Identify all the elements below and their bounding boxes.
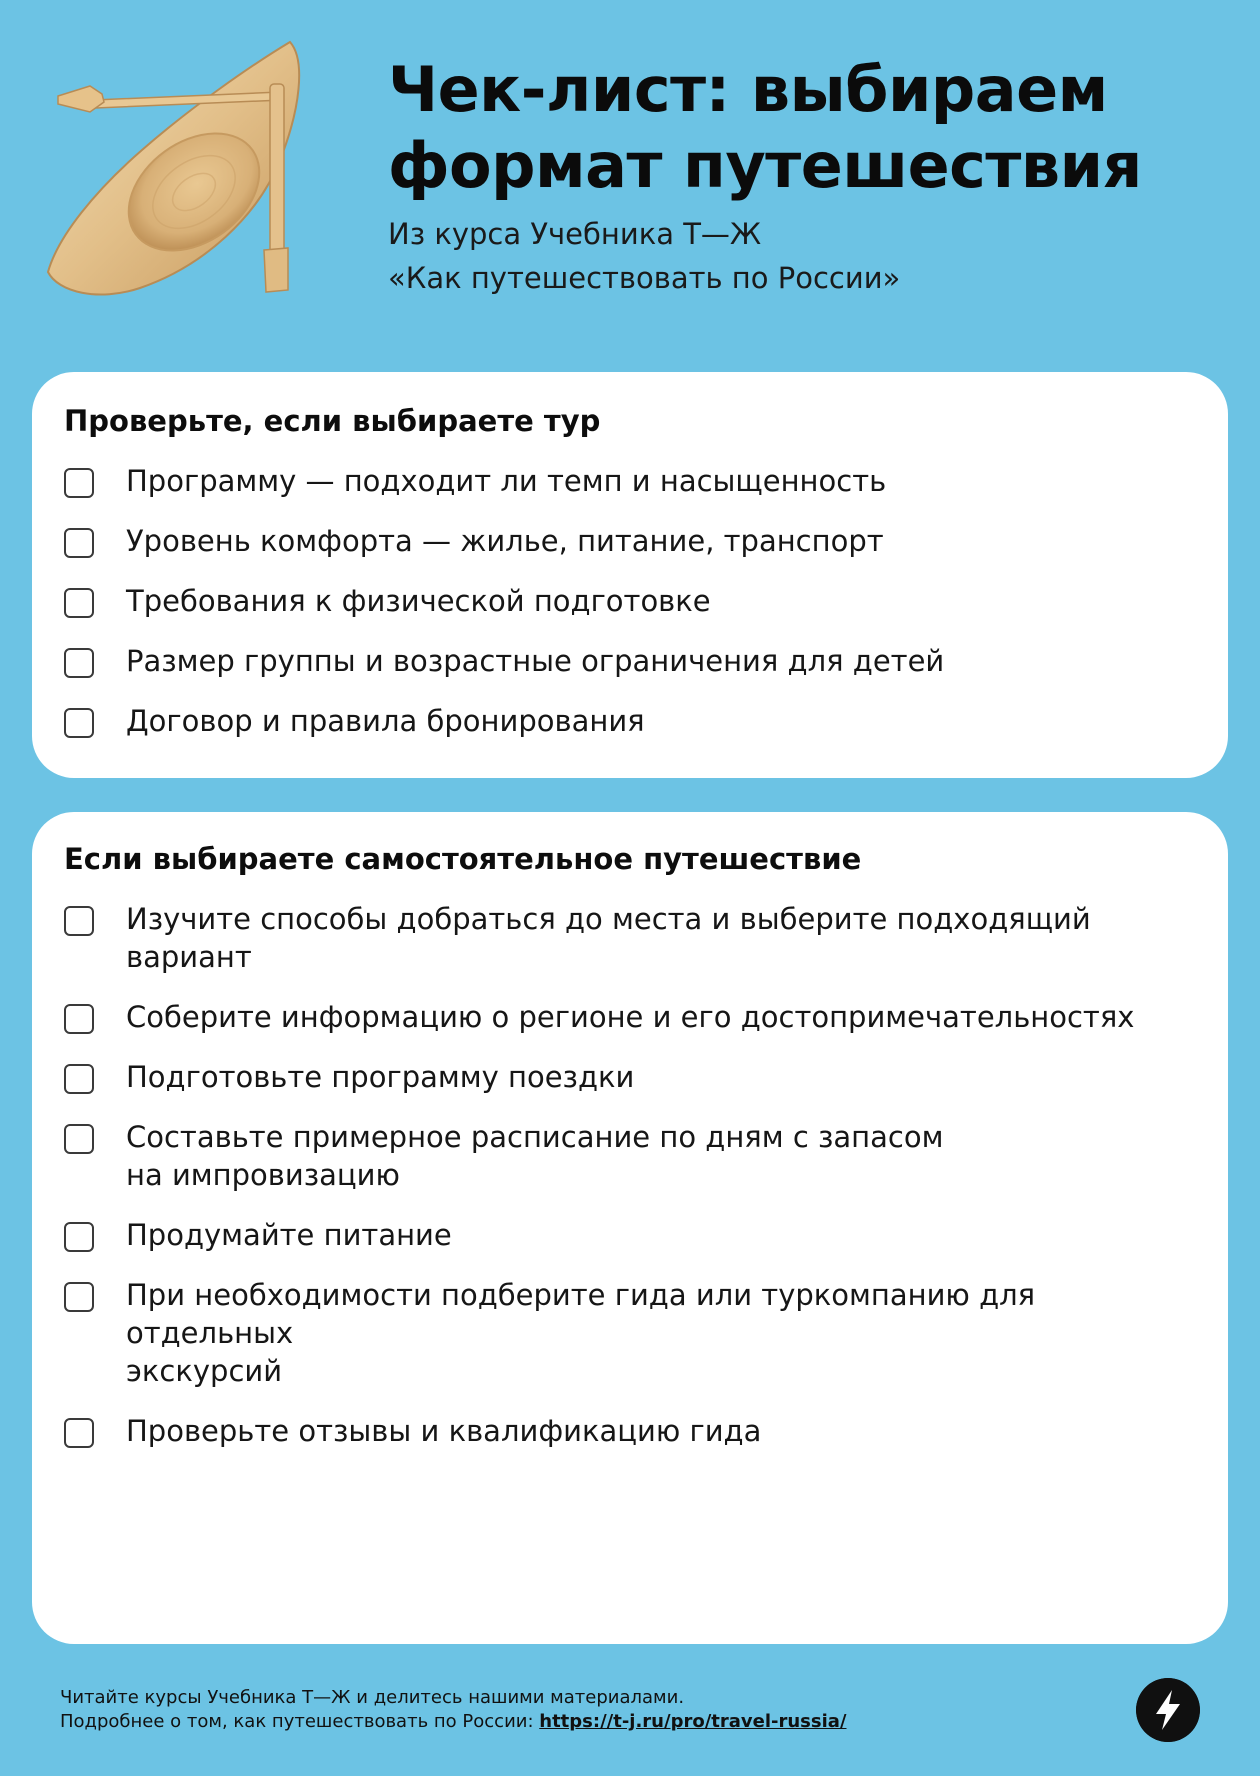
checkbox[interactable] <box>64 906 94 936</box>
checkbox[interactable] <box>64 648 94 678</box>
checklist-item <box>64 900 1208 976</box>
subtitle-line-1: Из курса Учебника Т—Ж <box>388 217 762 251</box>
title-line-1: Чек-лист: выбираем <box>388 53 1108 126</box>
checkbox[interactable] <box>64 1004 94 1034</box>
checklist-item <box>64 642 1208 680</box>
checklist-item <box>64 1412 1208 1450</box>
checklist-item-text: Составьте примерное расписание по дням с запасом на импровизацию <box>126 1120 944 1192</box>
checklist-item-text: Требования к физической подготовке <box>126 584 711 618</box>
header <box>0 0 1260 340</box>
footer <box>60 1686 847 1734</box>
checklist-item-text: Уровень комфорта — жилье, питание, транспорт <box>126 524 884 558</box>
checklist-item <box>64 522 1208 560</box>
checkbox[interactable] <box>64 1124 94 1154</box>
checklist-item-text: При необходимости подберите гида или туркомпанию для отдельных экскурсий <box>126 1278 1036 1388</box>
checklist-item-text: Размер группы и возрастные ограничения для детей <box>126 644 945 678</box>
checkbox[interactable] <box>64 1282 94 1312</box>
page-subtitle <box>388 212 1208 300</box>
card-heading: Если выбираете самостоятельное путешествие <box>64 842 862 876</box>
footer-line-2-prefix: Подробнее о том, как путешествовать по России: <box>60 1711 540 1732</box>
course-link[interactable]: https://t-j.ru/pro/travel-russia/ <box>539 1711 847 1732</box>
checkbox[interactable] <box>64 1418 94 1448</box>
lightning-bolt-icon[interactable] <box>1136 1678 1200 1742</box>
checklist-item-text: Программу — подходит ли темп и насыщенность <box>126 464 887 498</box>
checklist-item <box>64 702 1208 740</box>
checkbox[interactable] <box>64 588 94 618</box>
checklist-item <box>64 1276 1208 1390</box>
footer-line-1: Читайте курсы Учебника Т—Ж и делитесь нашими материалами. <box>60 1687 685 1708</box>
checklist-item-text: Проверьте отзывы и квалификацию гида <box>126 1414 762 1448</box>
checklist-item <box>64 1118 1208 1194</box>
checklist-item <box>64 582 1208 620</box>
checklist-item <box>64 462 1208 500</box>
checkbox[interactable] <box>64 1222 94 1252</box>
page-title <box>388 52 1228 204</box>
tour-checklist-card <box>32 372 1228 778</box>
checklist-item-text: Договор и правила бронирования <box>126 704 645 738</box>
self-travel-checklist-card <box>32 812 1228 1644</box>
checkbox[interactable] <box>64 1064 94 1094</box>
title-line-2: формат путешествия <box>388 129 1142 202</box>
checklist-item-text: Соберите информацию о регионе и его достопримечательностях <box>126 1000 1135 1034</box>
checklist <box>64 900 1208 1472</box>
checklist-item <box>64 1216 1208 1254</box>
checkbox[interactable] <box>64 468 94 498</box>
checkbox[interactable] <box>64 708 94 738</box>
checklist-item <box>64 1058 1208 1096</box>
subtitle-line-2: «Как путешествовать по России» <box>388 261 901 295</box>
boat-illustration <box>44 40 344 340</box>
card-heading: Проверьте, если выбираете тур <box>64 404 601 438</box>
checklist <box>64 462 1208 762</box>
checklist-item-text: Продумайте питание <box>126 1218 452 1252</box>
checkbox[interactable] <box>64 528 94 558</box>
footer-line-2 <box>60 1710 847 1734</box>
checklist-item-text: Изучите способы добраться до места и выберите подходящий вариант <box>126 902 1091 974</box>
checklist-item-text: Подготовьте программу поездки <box>126 1060 635 1094</box>
checklist-item <box>64 998 1208 1036</box>
